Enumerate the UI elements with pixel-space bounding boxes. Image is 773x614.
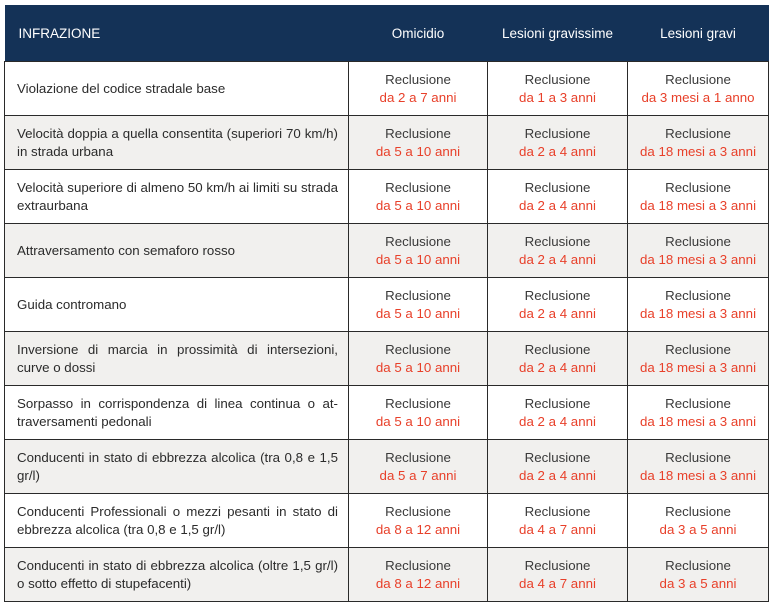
penalty-cell-omicidio: [349, 62, 488, 116]
penalty-cell-lesioni-gravissime: [488, 386, 628, 440]
penalty-range: da 8 a 12 anni: [375, 575, 461, 591]
penalty-cell-lesioni-gravi: [628, 548, 769, 602]
penalty-range: da 3 a 5 anni: [659, 575, 737, 591]
penalty-cell-lesioni-gravi: [628, 494, 769, 548]
penalty-range: da 5 a 10 anni: [375, 359, 461, 375]
table-row: [5, 440, 769, 494]
penalty-range: da 2 a 4 anni: [519, 251, 596, 267]
infrazione-cell: Sorpasso in corrispondenza di linea continua o at-traversamenti pedonali: [5, 386, 349, 440]
penalty-cell-lesioni-gravissime: [488, 548, 628, 602]
penalty-cell-lesioni-gravissime: [488, 170, 628, 224]
penalty-cell-lesioni-gravi: [628, 62, 769, 116]
table-row: [5, 62, 769, 116]
penalty-type: Reclusione: [524, 449, 591, 465]
penalty-type: Reclusione: [385, 341, 451, 357]
penalty-cell-lesioni-gravissime: [488, 62, 628, 116]
table-row: [5, 224, 769, 278]
penalty-range: da 18 mesi a 3 anni: [639, 467, 757, 483]
penalty-cell-lesioni-gravi: [628, 440, 769, 494]
penalty-range: da 2 a 4 anni: [519, 467, 596, 483]
penalty-type: Reclusione: [665, 503, 731, 519]
penalty-range: da 2 a 7 anni: [379, 89, 457, 105]
penalty-range: da 5 a 7 anni: [379, 467, 457, 483]
penalty-cell-lesioni-gravi: [628, 278, 769, 332]
penalty-type: Reclusione: [385, 503, 451, 519]
infrazione-cell: Conducenti in stato di ebbrezza alcolica (oltre 1,5 gr/l) o sotto effetto di stupefacenti): [5, 548, 349, 602]
penalty-range: da 18 mesi a 3 anni: [639, 359, 757, 375]
penalty-cell-lesioni-gravi: [628, 332, 769, 386]
penalty-type: Reclusione: [665, 233, 731, 249]
table-header-row: [5, 5, 769, 62]
penalty-type: Reclusione: [524, 179, 591, 195]
infrazione-cell: Velocità superiore di almeno 50 km/h ai limiti su strada extraurbana: [5, 170, 349, 224]
penalty-type: Reclusione: [524, 557, 591, 573]
penalty-type: Reclusione: [385, 449, 451, 465]
penalty-cell-omicidio: [349, 278, 488, 332]
penalty-cell-lesioni-gravissime: [488, 224, 628, 278]
table-row: [5, 494, 769, 548]
penalty-range: da 2 a 4 anni: [519, 197, 596, 213]
penalty-type: Reclusione: [665, 71, 731, 87]
column-header-lesioni-gravi: Lesioni gravi: [628, 5, 769, 62]
penalty-cell-omicidio: [349, 548, 488, 602]
penalty-cell-omicidio: [349, 170, 488, 224]
penalty-cell-omicidio: [349, 332, 488, 386]
penalty-range: da 5 a 10 anni: [375, 305, 461, 321]
penalty-range: da 2 a 4 anni: [519, 305, 596, 321]
column-header-omicidio: Omicidio: [349, 5, 488, 62]
column-header-infrazione: INFRAZIONE: [5, 5, 349, 62]
penalties-table: [4, 5, 769, 602]
penalty-range: da 3 a 5 anni: [659, 521, 737, 537]
penalty-type: Reclusione: [665, 287, 731, 303]
table-row: [5, 116, 769, 170]
penalty-type: Reclusione: [665, 449, 731, 465]
table-row: [5, 548, 769, 602]
penalty-range: da 5 a 10 anni: [375, 251, 461, 267]
penalty-type: Reclusione: [385, 71, 451, 87]
penalty-type: Reclusione: [524, 233, 591, 249]
table-row: [5, 278, 769, 332]
penalty-cell-omicidio: [349, 440, 488, 494]
penalty-type: Reclusione: [385, 179, 451, 195]
penalty-range: da 5 a 10 anni: [375, 413, 461, 429]
penalty-range: da 2 a 4 anni: [519, 359, 596, 375]
penalty-type: Reclusione: [524, 125, 591, 141]
penalty-type: Reclusione: [665, 125, 731, 141]
penalty-type: Reclusione: [524, 341, 591, 357]
infrazione-cell: Conducenti in stato di ebbrezza alcolica (tra 0,8 e 1,5 gr/l): [5, 440, 349, 494]
penalty-range: da 2 a 4 anni: [519, 413, 596, 429]
penalty-range: da 8 a 12 anni: [375, 521, 461, 537]
penalty-cell-lesioni-gravi: [628, 224, 769, 278]
penalty-range: da 5 a 10 anni: [375, 143, 461, 159]
table-row: [5, 332, 769, 386]
penalty-range: da 18 mesi a 3 anni: [639, 197, 757, 213]
penalty-cell-lesioni-gravi: [628, 170, 769, 224]
penalty-range: da 1 a 3 anni: [519, 89, 596, 105]
penalty-type: Reclusione: [665, 341, 731, 357]
penalty-type: Reclusione: [665, 179, 731, 195]
penalty-range: da 18 mesi a 3 anni: [639, 413, 757, 429]
penalty-range: da 18 mesi a 3 anni: [639, 251, 757, 267]
penalty-cell-lesioni-gravissime: [488, 440, 628, 494]
penalty-range: da 4 a 7 anni: [519, 575, 596, 591]
penalty-range: da 4 a 7 anni: [519, 521, 596, 537]
penalty-type: Reclusione: [385, 233, 451, 249]
penalty-cell-omicidio: [349, 494, 488, 548]
table-row: [5, 386, 769, 440]
penalty-type: Reclusione: [665, 557, 731, 573]
penalty-cell-omicidio: [349, 116, 488, 170]
penalty-type: Reclusione: [385, 395, 451, 411]
penalty-type: Reclusione: [385, 557, 451, 573]
infrazione-cell: Inversione di marcia in prossimità di intersezioni, curve o dossi: [5, 332, 349, 386]
penalty-cell-lesioni-gravissime: [488, 332, 628, 386]
penalty-range: da 3 mesi a 1 anno: [641, 89, 755, 105]
penalty-cell-lesioni-gravi: [628, 116, 769, 170]
penalty-cell-lesioni-gravissime: [488, 116, 628, 170]
infrazione-cell: Velocità doppia a quella consentita (superiori 70 km/h) in strada urbana: [5, 116, 349, 170]
penalty-range: da 2 a 4 anni: [519, 143, 596, 159]
infrazione-cell: Conducenti Professionali o mezzi pesanti in stato di ebbrezza alcolica (tra 0,8 e 1,5 gr/l): [5, 494, 349, 548]
penalty-range: da 5 a 10 anni: [375, 197, 461, 213]
penalty-type: Reclusione: [665, 395, 731, 411]
penalty-type: Reclusione: [385, 125, 451, 141]
penalty-cell-lesioni-gravissime: [488, 494, 628, 548]
penalty-type: Reclusione: [524, 395, 591, 411]
table-row: [5, 170, 769, 224]
penalty-type: Reclusione: [524, 287, 591, 303]
penalty-cell-omicidio: [349, 386, 488, 440]
column-header-lesioni-gravissime: Lesioni gravissime: [488, 5, 628, 62]
penalty-cell-lesioni-gravissime: [488, 278, 628, 332]
penalty-type: Reclusione: [524, 71, 591, 87]
infrazione-cell: Attraversamento con semaforo rosso: [5, 224, 349, 278]
penalty-cell-omicidio: [349, 224, 488, 278]
penalty-type: Reclusione: [385, 287, 451, 303]
infrazione-cell: Guida contromano: [5, 278, 349, 332]
penalty-type: Reclusione: [524, 503, 591, 519]
penalty-range: da 18 mesi a 3 anni: [639, 143, 757, 159]
infrazione-cell: Violazione del codice stradale base: [5, 62, 349, 116]
penalty-range: da 18 mesi a 3 anni: [639, 305, 757, 321]
penalty-cell-lesioni-gravi: [628, 386, 769, 440]
